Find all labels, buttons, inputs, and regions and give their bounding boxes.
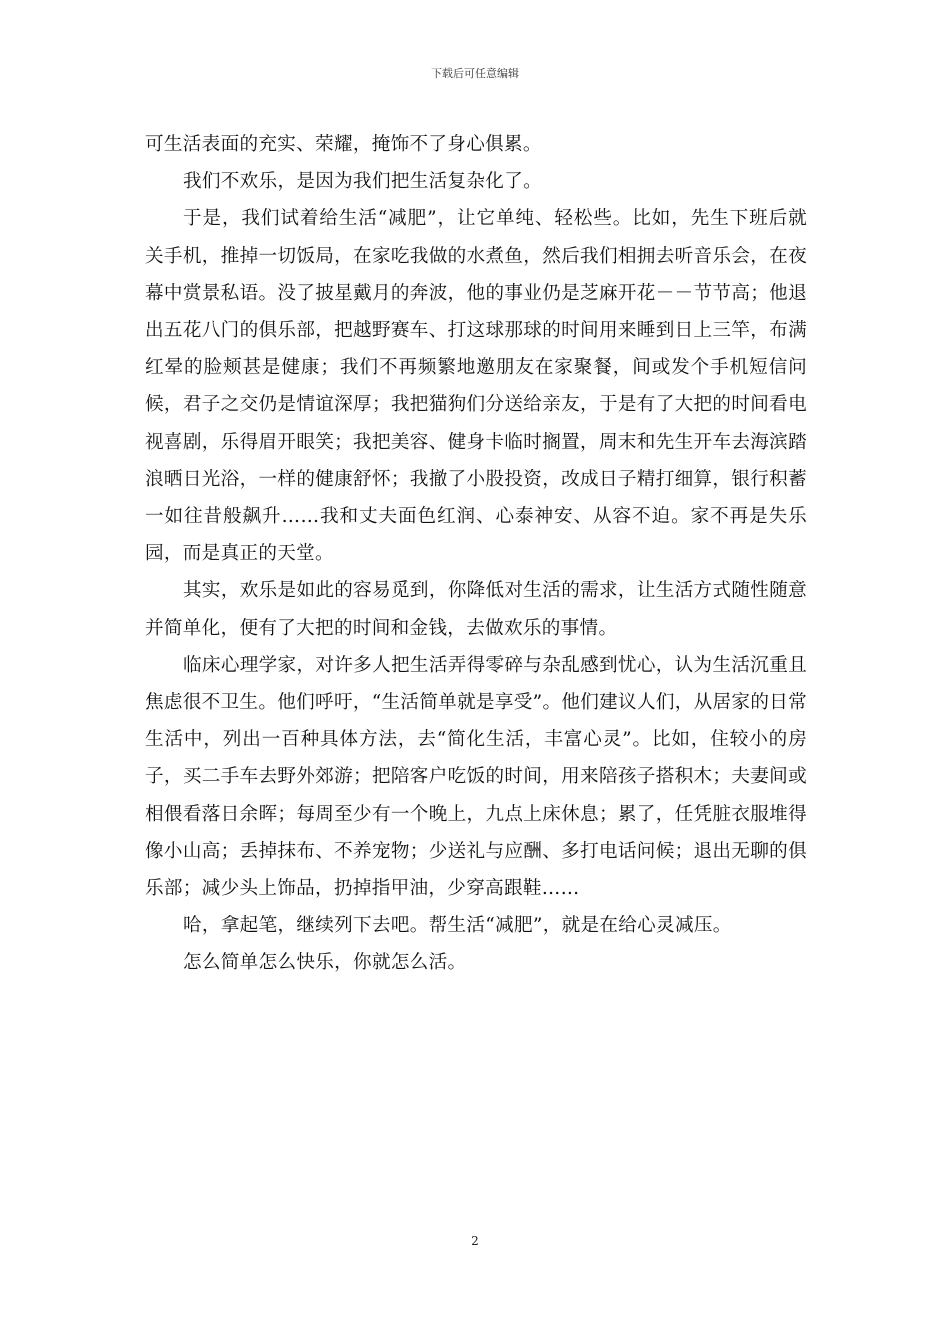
paragraph-2: 我们不欢乐，是因为我们把生活复杂化了。	[183, 171, 542, 193]
paragraph-6: 哈，拿起笔，继续列下去吧。帮生活“减肥”，就是在给心灵减压。	[183, 915, 732, 937]
paragraph-3: 于是，我们试着给生活“减肥”，让它单纯、轻松些。比如，先生下班后就关手机，推掉一切饭局，在家吃我做的水煮鱼，然后我们相拥去听音乐会，在夜幕中赏景私语。没了披星戴月的奔波，他的事业仍是芝麻开花－－节节高；他退出五花八门的俱乐部，把越野赛车、打这球那球的时间用来睡到日上三竿，布满红晕的脸颊甚是健康；我们不再频繁地邀朋友在家聚餐，间或发个手机短信问候，君子之交仍是情谊深厚；我把猫狗们分送给亲友，于是有了大把的时间看电视喜剧，乐得眉开眼笑；我把美容、健身卡临时搁置，周末和先生开车去海滨踏浪晒日光浴，一样的健康舒怀；我撤了小股投资，改成日子精打细算，银行积蓄一如往昔般飙升……我和丈夫面色红润、心泰神安、从容不迫。家不再是失乐园，而是真正的天堂。	[145, 208, 807, 565]
paragraph-5: 临床心理学家，对许多人把生活弄得零碎与杂乱感到忧心，认为生活沉重且焦虑很不卫生。他们呼吁，“生活简单就是享受”。他们建议人们，从居家的日常生活中，列出一百种具体方法，去“简化生活，丰富心灵”。比如，住较小的房子，买二手车去野外郊游；把陪客户吃饭的时间，用来陪孩子搭积木；夫妻间或相偎看落日余晖；每周至少有一个晚上，九点上床休息；累了，任凭脏衣服堆得像小山高；丢掉抹布、不养宠物；少送礼与应酬、多打电话问候；退出无聊的俱乐部；减少头上饰品，扔掉指甲油，少穿高跟鞋……	[145, 654, 807, 900]
page-number: 2	[471, 1234, 479, 1248]
paragraph-1: 可生活表面的充实、荣耀，掩饰不了身心俱累。	[145, 134, 542, 155]
page-header: 下载后可任意编辑	[431, 67, 519, 80]
paragraph-4: 其实，欢乐是如此的容易觅到，你降低对生活的需求，让生活方式随性随意并简单化，便有了大把的时间和金钱，去做欢乐的事情。	[145, 580, 807, 639]
document-body	[145, 126, 807, 982]
paragraph-7: 怎么简单怎么快乐，你就怎么活。	[183, 952, 467, 974]
